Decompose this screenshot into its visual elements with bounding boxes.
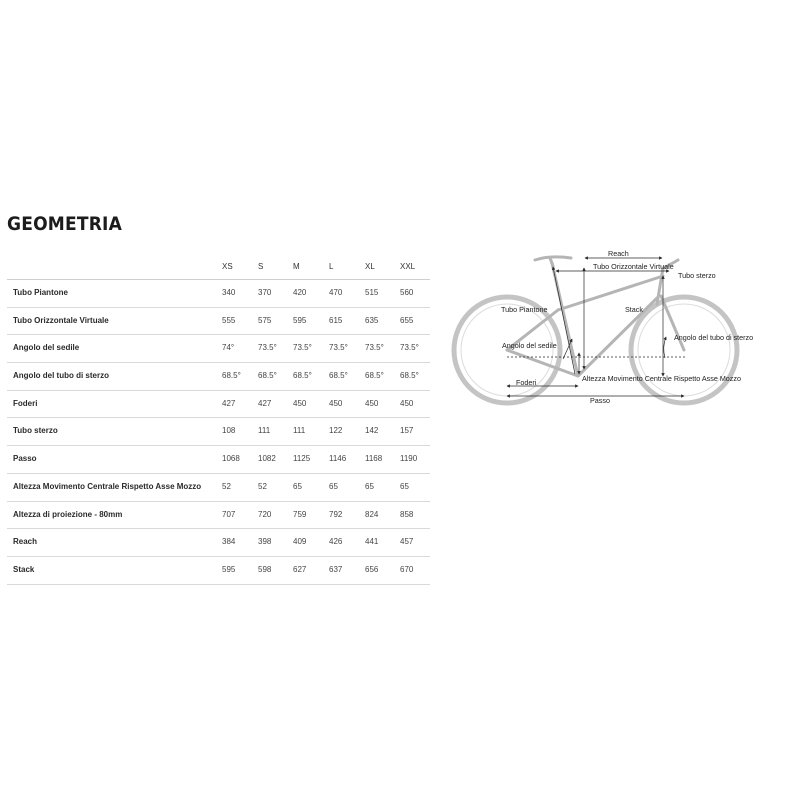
table-cell: 575 xyxy=(258,315,272,325)
table-cell: 637 xyxy=(329,564,343,574)
size-header: S xyxy=(258,262,264,271)
table-cell: 1068 xyxy=(222,454,240,464)
table-row xyxy=(7,391,430,419)
reach-label: Reach xyxy=(608,249,629,258)
seat-tube-label: Tubo Piantone xyxy=(501,305,548,314)
head-angle-label: Angolo del tubo di sterzo xyxy=(674,333,754,342)
table-cell: 656 xyxy=(365,564,379,574)
table-cell: 73.5° xyxy=(258,343,277,353)
table-cell: 68.5° xyxy=(293,371,312,381)
table-cell: 427 xyxy=(258,398,272,408)
table-cell: 427 xyxy=(222,398,236,408)
table-cell: 68.5° xyxy=(329,371,348,381)
size-header: XS xyxy=(222,262,233,271)
seat-angle-label: Angolo del sedile xyxy=(502,341,557,350)
table-cell: 655 xyxy=(400,315,414,325)
row-label: Tubo sterzo xyxy=(13,426,58,436)
table-cell: 515 xyxy=(365,288,379,297)
table-cell: 111 xyxy=(258,426,271,436)
table-cell: 1146 xyxy=(329,454,347,464)
size-header: M xyxy=(293,262,300,271)
row-label: Angolo del tubo di sterzo xyxy=(13,371,109,381)
table-cell: 370 xyxy=(258,288,272,297)
table-cell: 398 xyxy=(258,537,272,547)
table-cell: 670 xyxy=(400,564,414,574)
table-header xyxy=(7,254,430,280)
table-cell: 157 xyxy=(400,426,414,436)
table-cell: 65 xyxy=(400,481,409,491)
size-header: L xyxy=(329,262,334,271)
table-cell: 1190 xyxy=(400,454,418,464)
wheelbase-label: Passo xyxy=(590,396,610,405)
stack-label: Stack xyxy=(625,305,643,314)
table-cell: 858 xyxy=(400,509,414,519)
row-label: Passo xyxy=(13,454,37,464)
table-cell: 792 xyxy=(329,509,343,519)
table-cell: 598 xyxy=(258,564,272,574)
table-cell: 68.5° xyxy=(222,371,241,381)
row-label: Foderi xyxy=(13,398,38,408)
table-cell: 627 xyxy=(293,564,307,574)
table-cell: 142 xyxy=(365,426,379,436)
bike-geometry-diagram xyxy=(445,238,800,428)
table-cell: 73.5° xyxy=(365,343,384,353)
row-label: Angolo del sedile xyxy=(13,343,80,353)
table-cell: 340 xyxy=(222,288,236,297)
table-cell: 441 xyxy=(365,537,379,547)
bike-frame xyxy=(507,257,684,376)
table-cell: 65 xyxy=(365,481,374,491)
table-cell: 720 xyxy=(258,509,272,519)
table-row xyxy=(7,474,430,502)
row-label: Altezza di proiezione - 80mm xyxy=(13,509,123,519)
table-cell: 73.5° xyxy=(400,343,419,353)
table-cell: 555 xyxy=(222,315,236,325)
table-row xyxy=(7,418,430,446)
table-cell: 384 xyxy=(222,537,236,547)
table-cell: 68.5° xyxy=(365,371,384,381)
table-cell: 65 xyxy=(329,481,338,491)
table-cell: 52 xyxy=(258,481,267,491)
table-cell: 68.5° xyxy=(400,371,419,381)
table-cell: 450 xyxy=(329,398,343,408)
table-row xyxy=(7,529,430,557)
table-cell: 73.5° xyxy=(329,343,348,353)
bb-drop-label: Altezza Movimento Centrale Rispetto Asse Mozzo xyxy=(582,374,741,383)
table-cell: 457 xyxy=(400,537,414,547)
geometry-table xyxy=(7,254,430,585)
table-row xyxy=(7,308,430,336)
size-header: XXL xyxy=(400,262,416,271)
row-label: Reach xyxy=(13,537,38,547)
row-label: Tubo Piantone xyxy=(13,288,68,297)
size-header: XL xyxy=(365,262,375,271)
table-cell: 615 xyxy=(329,315,343,325)
chainstay-label: Foderi xyxy=(516,378,537,387)
table-row xyxy=(7,446,430,474)
table-cell: 68.5° xyxy=(258,371,277,381)
top-tube-label: Tubo Orizzontale Virtuale xyxy=(593,262,674,271)
table-cell: 560 xyxy=(400,288,414,297)
table-row xyxy=(7,557,430,585)
table-row xyxy=(7,502,430,530)
row-label: Stack xyxy=(13,564,35,574)
table-row xyxy=(7,335,430,363)
table-cell: 824 xyxy=(365,509,379,519)
table-cell: 409 xyxy=(293,537,307,547)
table-cell: 450 xyxy=(400,398,414,408)
row-label: Tubo Orizzontale Virtuale xyxy=(13,315,109,325)
table-cell: 450 xyxy=(293,398,307,408)
table-cell: 1082 xyxy=(258,454,276,464)
table-cell: 108 xyxy=(222,426,236,436)
table-cell: 450 xyxy=(365,398,379,408)
table-cell: 759 xyxy=(293,509,307,519)
table-cell: 470 xyxy=(329,288,343,297)
table-cell: 122 xyxy=(329,426,343,436)
table-cell: 420 xyxy=(293,288,307,297)
head-tube-label: Tubo sterzo xyxy=(678,271,716,280)
page-title: GEOMETRIA xyxy=(7,213,123,235)
table-cell: 635 xyxy=(365,315,379,325)
table-cell: 111 xyxy=(293,426,306,436)
table-cell: 52 xyxy=(222,481,231,491)
table-cell: 426 xyxy=(329,537,343,547)
table-cell: 74° xyxy=(222,343,235,353)
table-cell: 65 xyxy=(293,481,302,491)
table-cell: 707 xyxy=(222,509,236,519)
row-label: Altezza Movimento Centrale Rispetto Asse Mozzo xyxy=(13,481,202,491)
table-cell: 73.5° xyxy=(293,343,312,353)
table-cell: 595 xyxy=(222,564,236,574)
table-cell: 595 xyxy=(293,315,307,325)
table-row xyxy=(7,363,430,391)
table-cell: 1168 xyxy=(365,454,383,464)
table-cell: 1125 xyxy=(293,454,311,464)
table-row xyxy=(7,280,430,308)
